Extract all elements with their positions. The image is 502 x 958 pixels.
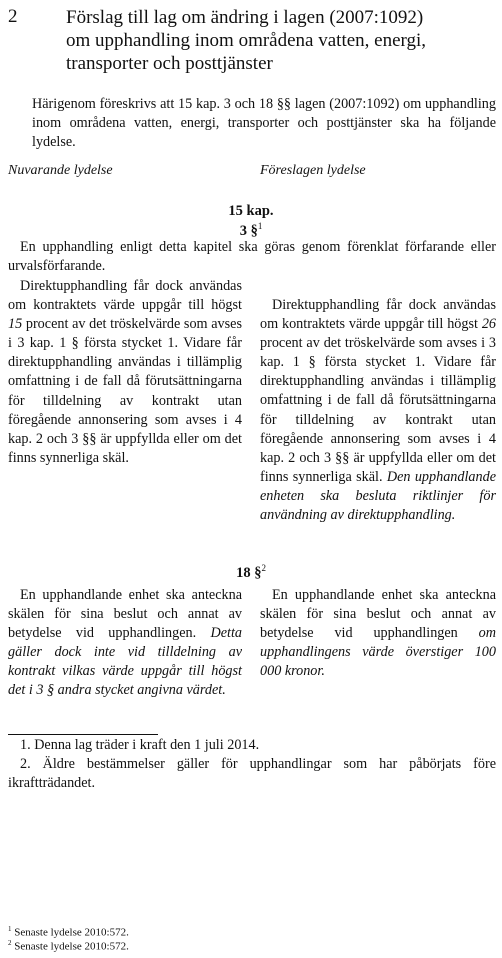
page-title (66, 6, 498, 75)
common-paragraph: En upphandling enligt detta kapitel ska göras genom förenklat förfarande eller urvalsförfarande. (8, 239, 496, 274)
text-run: 15 (8, 316, 23, 333)
text-run: om upphandlingens värde överstiger 100 000 kronor. (260, 625, 496, 680)
text-run: procent av det tröskelvärde som avses i 3 kap. 1 § första stycket 1. Vidare får direktupphandling användas i tillämplig omfattning i de fall då förutsättningarna för tilldelning av kontrakt utan föregående annonsering som avses i 4 kap. 2 och 3 §§ är uppfyllda eller om det finns synnerliga skäl. (8, 316, 242, 466)
right-column-text (260, 586, 496, 681)
text-run: procent av det tröskelvärde som avses i 3 kap. 1 § första stycket 1. Vidare får direktupphandling användas i tillämplig omfattning i de fall då förutsättningarna för tilldelning av kontrakt utan föregående annonsering som avses i 4 kap. 2 och 3 §§ är uppfyllda eller om det finns synnerliga skäl. (260, 335, 496, 485)
left-column-header: Nuvarande lydelse (8, 163, 113, 178)
title-line: Förslag till lag om ändring i lagen (2007:1092) (66, 7, 424, 28)
left-column-text (8, 586, 242, 701)
chapter-heading: 15 kap. (228, 203, 274, 219)
footnote-number: 2 (8, 939, 12, 947)
divider (8, 734, 158, 735)
section-number: 2 (8, 6, 18, 27)
paragraph-heading (0, 221, 502, 240)
text-run: Direktupphandling får dock användas om kontraktets värde uppgår till högst (260, 297, 496, 333)
footnote (8, 925, 129, 939)
footnote-ref: 1 (257, 221, 263, 231)
text-run: Direktupphandling får dock användas om kontraktets värde uppgår till högst (8, 278, 242, 314)
footnote-ref: 2 (261, 563, 266, 573)
text-run: Den upphandlande enheten ska besluta riktlinjer för användning av direktupphandling. (260, 468, 496, 524)
footnote-text: Senaste lydelse 2010:572. (14, 926, 129, 939)
right-column-text (260, 296, 496, 525)
text-run: 26 (481, 316, 496, 333)
footnote-text: Senaste lydelse 2010:572. (14, 940, 129, 953)
title-line: transporter och posttjänster (66, 53, 273, 74)
paragraph-label: 3 § (239, 222, 258, 239)
title-line: om upphandling inom områdena vatten, energi, (66, 30, 427, 51)
transitional-item: 1. Denna lag träder i kraft den 1 juli 2014. (20, 737, 260, 753)
intro-paragraph: Härigenom föreskrivs att 15 kap. 3 och 18 §§ lagen (2007:1092) om upphandling inom områdena vatten, energi, transporter och posttjänster ska ha följande lydelse. (32, 96, 496, 150)
paragraph-label: 18 § (236, 564, 262, 581)
footnote (8, 939, 129, 953)
footnote-number: 1 (8, 925, 12, 933)
right-column-header: Föreslagen lydelse (260, 163, 366, 178)
text-run: En upphandlande enhet ska anteckna skälen för sina beslut och annat av betydelse vid upphandlingen (260, 587, 496, 642)
text-run: En upphandlande enhet ska anteckna skälen för sina beslut och annat av betydelse vid upphandlingen. (8, 587, 242, 642)
paragraph-heading (0, 563, 502, 582)
left-column-text (8, 277, 242, 468)
text-run: Detta gäller dock inte vid tilldelning av kontrakt vilkas värde uppgår till högst det i 3 § andra stycket angivna värdet. (8, 625, 242, 699)
transitional-item: 2. Äldre bestämmelser gäller för upphandlingar som har påbörjats före ikraftträdandet. (8, 756, 496, 791)
